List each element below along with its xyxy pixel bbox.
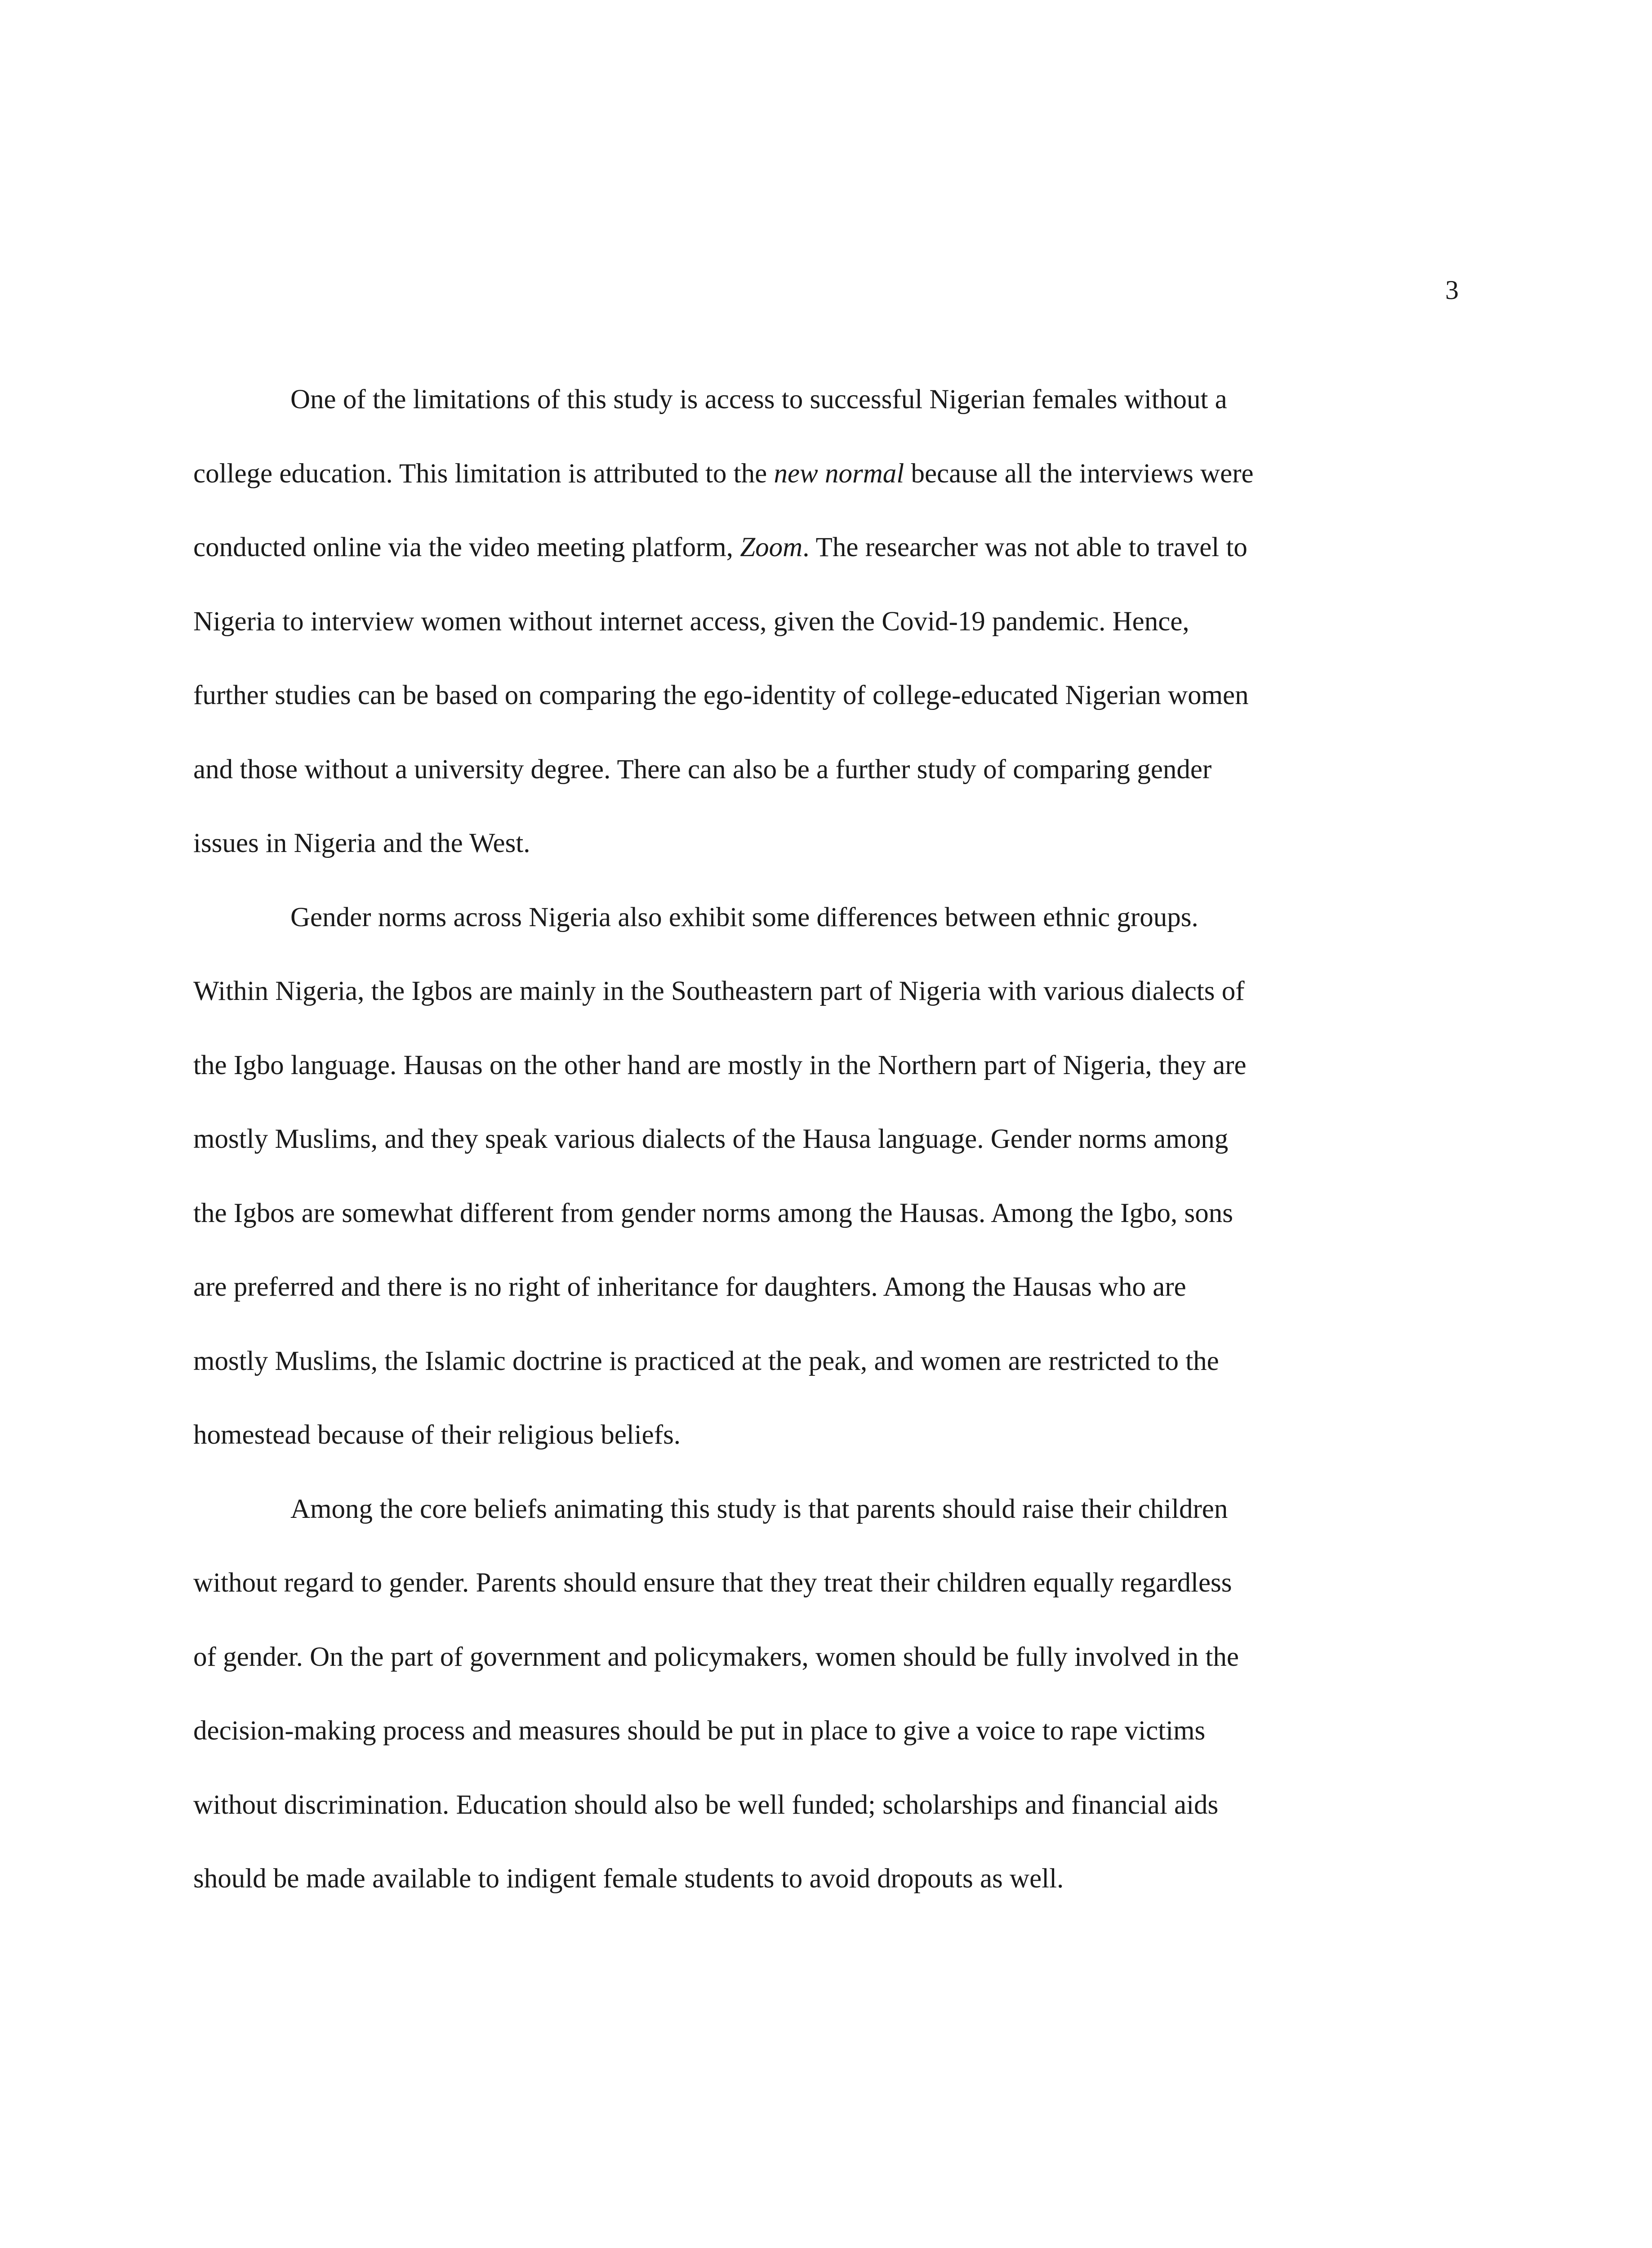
paragraph-2-line-2: Within Nigeria, the Igbos are mainly in the Southeastern part of Nigeria with various dialects of	[193, 976, 1245, 1006]
text-segment: . The researcher was not able to travel to	[802, 532, 1247, 562]
paragraph-1-line-7: issues in Nigeria and the West.	[193, 828, 530, 858]
paragraph-3-line-6: should be made available to indigent female students to avoid dropouts as well.	[193, 1864, 1064, 1894]
paragraph-2-line-6: are preferred and there is no right of inheritance for daughters. Among the Hausas who are	[193, 1272, 1186, 1302]
text-segment: conducted online via the video meeting platform,	[193, 532, 740, 562]
paragraph-3-line-2: without regard to gender. Parents should ensure that they treat their children equally regardless	[193, 1568, 1232, 1598]
text-segment: college education. This limitation is attributed to the	[193, 458, 774, 489]
page-number: 3	[1445, 275, 1459, 305]
paragraph-1-line-2	[193, 437, 1451, 511]
italic-term-new-normal: new normal	[774, 458, 904, 489]
paragraph-2-line-5: the Igbos are somewhat different from gender norms among the Hausas. Among the Igbo, sons	[193, 1198, 1233, 1228]
paragraph-3-line-5: without discrimination. Education should also be well funded; scholarships and financial aids	[193, 1789, 1219, 1820]
paragraph-3-line-4: decision-making process and measures should be put in place to give a voice to rape victims	[193, 1716, 1206, 1746]
paragraph-3-line-1: Among the core beliefs animating this study is that parents should raise their children	[290, 1494, 1228, 1524]
italic-term-zoom: Zoom	[740, 532, 803, 562]
paragraph-2-line-7: mostly Muslims, the Islamic doctrine is practiced at the peak, and women are restricted to the	[193, 1346, 1219, 1376]
text-segment: because all the interviews were	[904, 458, 1254, 489]
paragraph-1-line-3	[193, 511, 1451, 585]
body-text	[193, 363, 1451, 1916]
paragraph-1-line-6: and those without a university degree. There can also be a further study of comparing gender	[193, 754, 1212, 785]
paragraph-2-line-8: homestead because of their religious beliefs.	[193, 1420, 681, 1450]
paragraph-1-line-4: Nigeria to interview women without internet access, given the Covid-19 pandemic. Hence,	[193, 606, 1189, 637]
paragraph-2-line-1: Gender norms across Nigeria also exhibit some differences between ethnic groups.	[290, 902, 1198, 932]
paragraph-2-line-4: mostly Muslims, and they speak various dialects of the Hausa language. Gender norms among	[193, 1124, 1229, 1154]
paragraph-1-line-5: further studies can be based on comparing the ego-identity of college-educated Nigerian women	[193, 680, 1249, 710]
paragraph-2-line-3: the Igbo language. Hausas on the other hand are mostly in the Northern part of Nigeria, they are	[193, 1050, 1247, 1080]
paragraph-1-line-1: One of the limitations of this study is access to successful Nigerian females without a	[290, 384, 1227, 415]
paragraph-3-line-3: of gender. On the part of government and policymakers, women should be fully involved in the	[193, 1641, 1239, 1672]
